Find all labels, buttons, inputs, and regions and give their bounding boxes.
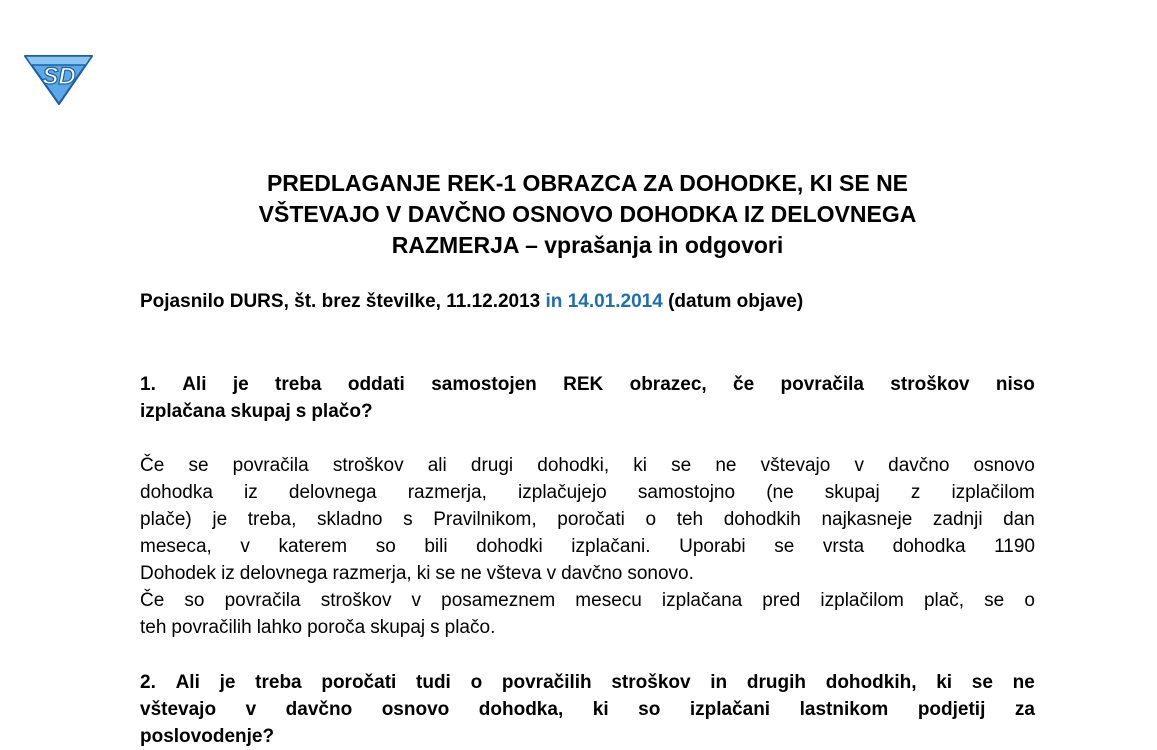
word: plače) xyxy=(140,509,192,530)
word: drugi xyxy=(470,455,514,476)
word: delovnega xyxy=(288,482,377,503)
word: skupaj xyxy=(230,401,291,422)
word: v xyxy=(411,590,422,611)
word: skupaj xyxy=(824,482,880,503)
title-line-2: VŠTEVAJO V DAVČNO OSNOVO DOHODKA IZ DELOVNEGA xyxy=(258,201,917,227)
word: (ne xyxy=(766,482,794,503)
word: o xyxy=(1024,590,1035,611)
word: stroškov xyxy=(611,672,691,693)
word: poroča xyxy=(307,617,366,638)
word: vštevajo xyxy=(140,699,217,720)
word: dohodki, xyxy=(537,455,610,476)
word: s xyxy=(403,509,413,530)
word: samostojen xyxy=(431,374,537,395)
word: so xyxy=(184,590,205,611)
word: v xyxy=(240,536,250,557)
word: teh xyxy=(676,509,704,530)
word: se xyxy=(671,455,692,476)
word: ki xyxy=(592,699,609,720)
sd-logo xyxy=(22,50,96,106)
word: ki xyxy=(416,563,431,584)
word: izplačana xyxy=(661,590,743,611)
document-title xyxy=(140,168,1035,261)
word: izplačani xyxy=(689,699,771,720)
word: plačo? xyxy=(311,401,373,422)
word: ali xyxy=(427,455,447,476)
word: poročati xyxy=(557,509,625,530)
word: poročati xyxy=(321,672,397,693)
word: oddati xyxy=(347,374,405,395)
word: davčno xyxy=(561,563,623,584)
word: se xyxy=(971,672,993,693)
word: lastnikom xyxy=(799,699,889,720)
a1-line-4 xyxy=(140,533,1035,560)
word: za xyxy=(1014,699,1035,720)
word: stroškov xyxy=(320,590,392,611)
word: ne xyxy=(715,455,737,476)
word: Uporabi xyxy=(679,536,746,557)
word: povračilih xyxy=(501,672,592,693)
word: samostojno xyxy=(637,482,736,503)
svg-text:SD: SD xyxy=(42,63,76,90)
word: davčno xyxy=(285,699,353,720)
word: ne xyxy=(460,563,482,584)
word: bili xyxy=(424,536,448,557)
word: 1190 xyxy=(994,536,1035,557)
word: ne xyxy=(1012,672,1035,693)
source-highlight: in 14.01.2014 xyxy=(545,291,663,312)
word: iz xyxy=(221,563,235,584)
word: izplačana xyxy=(140,401,226,422)
word: meseca, xyxy=(140,536,212,557)
word: stroškov xyxy=(332,455,404,476)
word: z xyxy=(910,482,921,503)
word: katerem xyxy=(278,536,348,557)
word: poslovodenje? xyxy=(140,726,275,747)
title-line-1: PREDLAGANJE REK-1 OBRAZCA ZA DOHODKE, KI SE NE xyxy=(266,170,909,196)
word: dohodka xyxy=(892,536,966,557)
word: treba xyxy=(275,374,322,395)
q1-line-2 xyxy=(140,398,1035,425)
word: v xyxy=(854,455,864,476)
word: plačo. xyxy=(444,617,496,638)
q2-line-2 xyxy=(140,696,1035,723)
word: je xyxy=(212,509,228,530)
word: skupaj xyxy=(370,617,426,638)
a1-line-2 xyxy=(140,479,1035,506)
word: dohodki xyxy=(476,536,543,557)
word: razmerja, xyxy=(332,563,412,584)
word: v xyxy=(546,563,557,584)
word: delovnega xyxy=(239,563,328,584)
word: davčno xyxy=(888,455,950,476)
word: ki xyxy=(633,455,647,476)
question-1 xyxy=(140,371,1035,425)
word: všteva xyxy=(486,563,542,584)
word: dohodka, xyxy=(478,699,564,720)
word: najkasneje xyxy=(821,509,913,530)
word: povračila xyxy=(232,455,309,476)
word: izplačilom xyxy=(820,590,904,611)
word: REK xyxy=(563,374,604,395)
word: povračila xyxy=(780,374,864,395)
word: je xyxy=(232,374,249,395)
word: tudi xyxy=(416,672,451,693)
a1-line-3 xyxy=(140,506,1035,533)
word: je xyxy=(219,672,236,693)
q1-line-1 xyxy=(140,371,1035,398)
word: Ali xyxy=(182,374,207,395)
word: dohodkih xyxy=(723,509,801,530)
word: se xyxy=(984,590,1005,611)
word: povračilih xyxy=(171,617,252,638)
word: so xyxy=(638,699,661,720)
word: iz xyxy=(244,482,258,503)
word: dohodka xyxy=(140,482,213,503)
word: sonovo. xyxy=(627,563,694,584)
word: dohodkih, xyxy=(825,672,917,693)
word: Dohodek xyxy=(140,563,217,584)
word: drugih xyxy=(746,672,806,693)
word: Če xyxy=(140,455,165,476)
word: 1. xyxy=(140,374,156,395)
word: izplačujejo xyxy=(518,482,607,503)
word: Pravilnikom, xyxy=(433,509,537,530)
word: če xyxy=(733,374,755,395)
word: v xyxy=(245,699,257,720)
word: se xyxy=(188,455,209,476)
question-2 xyxy=(140,669,1035,750)
word: pred xyxy=(762,590,801,611)
q2-line-3 xyxy=(140,723,1035,750)
word: mesecu xyxy=(575,590,642,611)
word: in xyxy=(710,672,728,693)
word: so xyxy=(375,536,396,557)
source-line xyxy=(140,289,1035,315)
title-line-3: RAZMERJA – vprašanja in odgovori xyxy=(391,232,784,258)
word: izplačani. xyxy=(571,536,651,557)
word: dan xyxy=(1003,509,1035,530)
word: posameznem xyxy=(441,590,556,611)
word: se xyxy=(435,563,456,584)
word: Če xyxy=(140,590,165,611)
answer-1 xyxy=(140,452,1035,641)
a1-line-1 xyxy=(140,452,1035,479)
word: zadnji xyxy=(932,509,983,530)
word: treba xyxy=(255,672,302,693)
word: o xyxy=(470,672,483,693)
word: razmerja, xyxy=(407,482,487,503)
a1-line-6 xyxy=(140,587,1035,614)
source-prefix: Pojasnilo DURS, št. brez številke, 11.12.2013 xyxy=(140,291,546,312)
word: osnovo xyxy=(973,455,1035,476)
word: o xyxy=(645,509,657,530)
q2-line-1 xyxy=(140,669,1035,696)
word: izplačilom xyxy=(951,482,1035,503)
source-suffix: (datum objave) xyxy=(662,291,804,312)
word: ki xyxy=(936,672,953,693)
word: lahko xyxy=(256,617,303,638)
word: skladno xyxy=(316,509,383,530)
word: treba, xyxy=(247,509,297,530)
word: s xyxy=(295,401,307,422)
word: podjetij xyxy=(917,699,986,720)
word: osnovo xyxy=(381,699,450,720)
word: teh xyxy=(140,617,167,638)
word: s xyxy=(430,617,440,638)
word: vštevajo xyxy=(760,455,831,476)
word: stroškov xyxy=(890,374,970,395)
word: plač, xyxy=(923,590,965,611)
word: se xyxy=(774,536,795,557)
word: vrsta xyxy=(822,536,865,557)
word: Ali xyxy=(175,672,200,693)
word: obrazec, xyxy=(629,374,707,395)
word: niso xyxy=(995,374,1035,395)
word: 2. xyxy=(140,672,156,693)
a1-line-7 xyxy=(140,614,1035,641)
a1-line-5 xyxy=(140,560,1035,587)
word: povračila xyxy=(224,590,301,611)
